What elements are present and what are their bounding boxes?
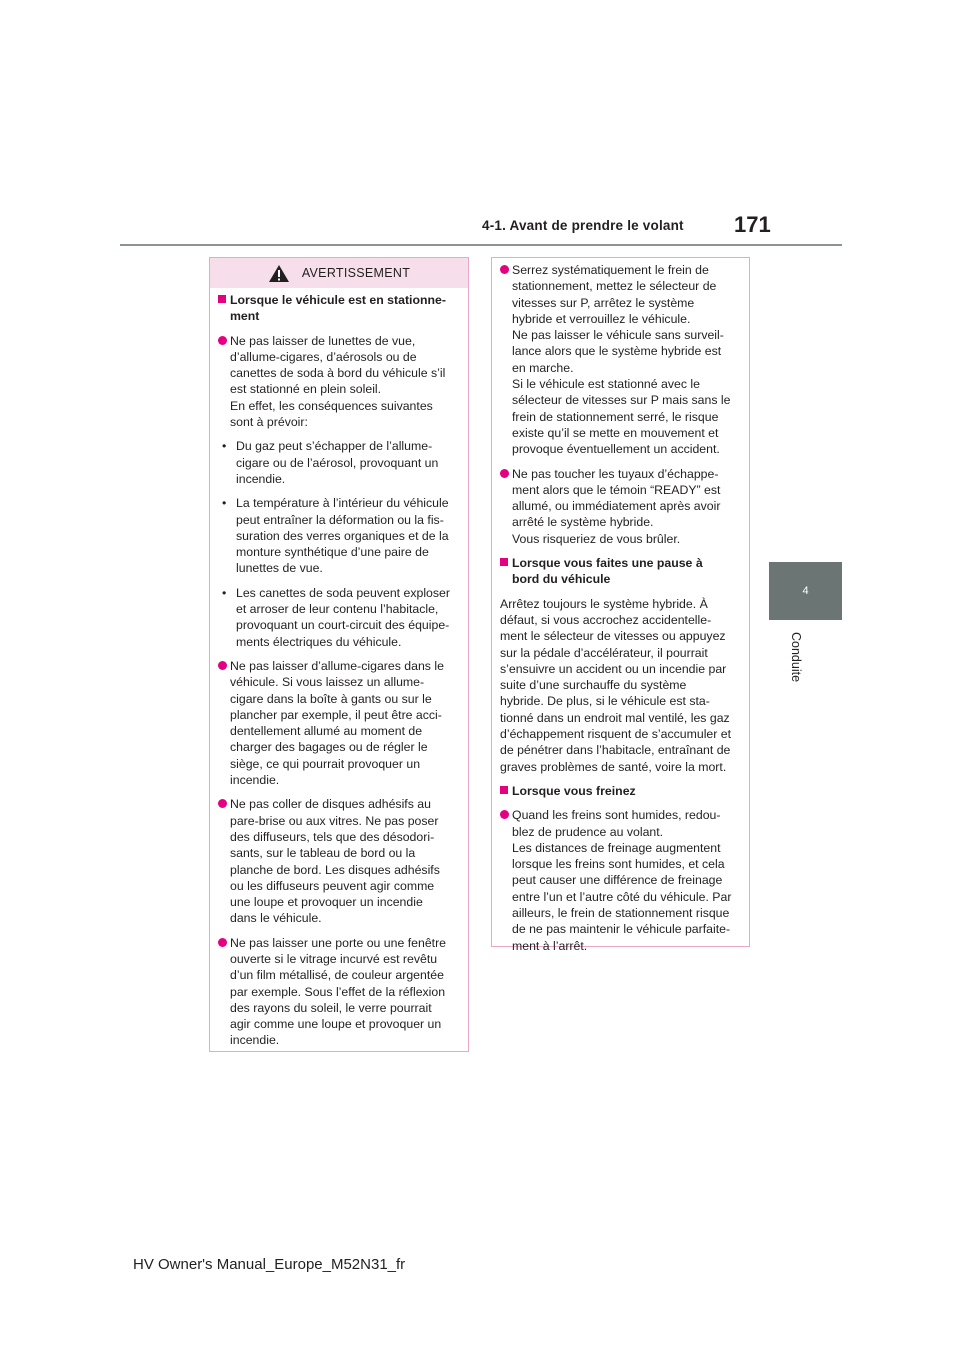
chapter-number: 4 [802,585,809,597]
warning-paragraph: Arrêtez toujours le système hybride. À défaut, si vous accrochez accidentelle- ment le sélecteur de vitesses ou appuyez sur la pédale d’accélérateur, il pourrait s’ensuivre un accident ou un incendie par suite d’une surchauffe du système hybride. De plus, si le véhicule est sta- tionné dans un endroit mal ventilé, les gaz d’échappement risquent de s’accumuler et de pénétrer dans l’habitacle, entraînant de graves problèmes de santé, voire la mort. [500,596,732,774]
dot-bullet-icon: • [222,585,227,600]
square-bullet-icon [500,786,508,794]
dot-bullet-icon: • [222,439,227,454]
warning-triangle-icon [268,264,290,283]
footer-text: HV Owner's Manual_Europe_M52N31_fr [133,1256,406,1273]
warning-box-left [209,257,469,1052]
warning-header [210,258,468,288]
warning-item: Ne pas laisser de lunettes de vue, d’allume-cigares, d’aérosols ou de canettes de soda à bord du véhicule s’il est stationné en plein soleil. En effet, les conséquences suivantes sont à prévoir: [218,333,460,431]
circle-bullet-icon [500,265,509,274]
warning-item: Serrez systématiquement le frein de stationnement, mettez le sélecteur de vitesses sur P, arrêtez le système hybride et verrouillez le véhicule. Ne pas laisser le véhicule sans surveil- lance alors que le système hybride est en marche. Si le véhicule est stationné avec le sélecteur de vitesses sur P mais sans le frein de stationnement serré, le risque existe qu’il se mette en mouvement et provoque éventuellement un accident. [500,262,741,458]
circle-bullet-icon [500,810,509,819]
warning-sub-item: • Les canettes de soda peuvent exploser et arroser de leur contenu l’habitacle, provoquant un court-circuit des équipe- ments électriques du véhicule. [222,585,450,649]
section-heading: Lorsque vous freinez [500,783,741,799]
circle-bullet-icon [218,661,227,670]
square-bullet-icon [500,558,508,566]
warning-title: AVERTISSEMENT [301,266,411,280]
warning-item: Ne pas laisser une porte ou une fenêtre ouverte si le vitrage incurvé est revêtu d’un film métallisé, de couleur argentée par exemple. Sous l’effet de la réflexion des rayons du soleil, le verre pourrait agir comme une loupe et provoquer un incendie. [218,935,460,1049]
section-title: 4-1. Avant de prendre le volant [482,218,684,233]
section-heading: Lorsque vous faites une pause à bord du véhicule [500,555,741,588]
warning-item: Ne pas coller de disques adhésifs au pare-brise ou aux vitres. Ne pas poser des diffuseurs, tels que des désodori- sants, sur le tableau de bord ou la planche de bord. Les disques adhésifs ou les diffuseurs peuvent agir comme une loupe et provoquer un incendie dans le véhicule. [218,796,460,926]
warning-box-right [491,257,750,953]
circle-bullet-icon [218,336,227,345]
chapter-label: Conduite [789,632,803,683]
warning-sub-item: • La température à l’intérieur du véhicule peut entraîner la déformation ou la fis- suration des verres organiques et de la monture synthétique d’une paire de lunettes de vue. [222,496,449,576]
warning-item: Ne pas toucher les tuyaux d’échappe- ment alors que le témoin “READY” est allumé, ou immédiatement après avoir arrêté le système hybride. Vous risqueriez de vous brûler. [500,466,741,547]
header-divider [120,244,842,246]
circle-bullet-icon [218,799,227,808]
warning-item: Quand les freins sont humides, redou- blez de prudence au volant. Les distances de freinage augmentent lorsque les freins sont humides, et cela peut causer une différence de freinage entre l’un et l’autre côté du véhicule. Par ailleurs, le frein de stationnement risque de ne pas maintenir le véhicule parfaite- ment à l’arrêt. [500,807,741,954]
circle-bullet-icon [500,469,509,478]
warning-item: Ne pas laisser d’allume-cigares dans le véhicule. Si vous laissez un allume- cigare dans la boîte à gants ou sur le plancher par exemple, il peut être acci- dentellement allumé au moment de charger des bagages ou de régler le siège, ce qui pourrait provoquer un incendie. [218,658,460,788]
square-bullet-icon [218,295,226,303]
dot-bullet-icon: • [222,496,227,511]
warning-sub-item: • Du gaz peut s’échapper de l’allume- cigare ou de l’aérosol, provoquant un incendie. [222,439,439,486]
page-number: 171 [734,212,771,237]
warning-content-left [210,288,468,1063]
section-heading: Lorsque le véhicule est en stationne- ment [218,292,460,325]
circle-bullet-icon [218,938,227,947]
warning-content-right [492,258,749,968]
